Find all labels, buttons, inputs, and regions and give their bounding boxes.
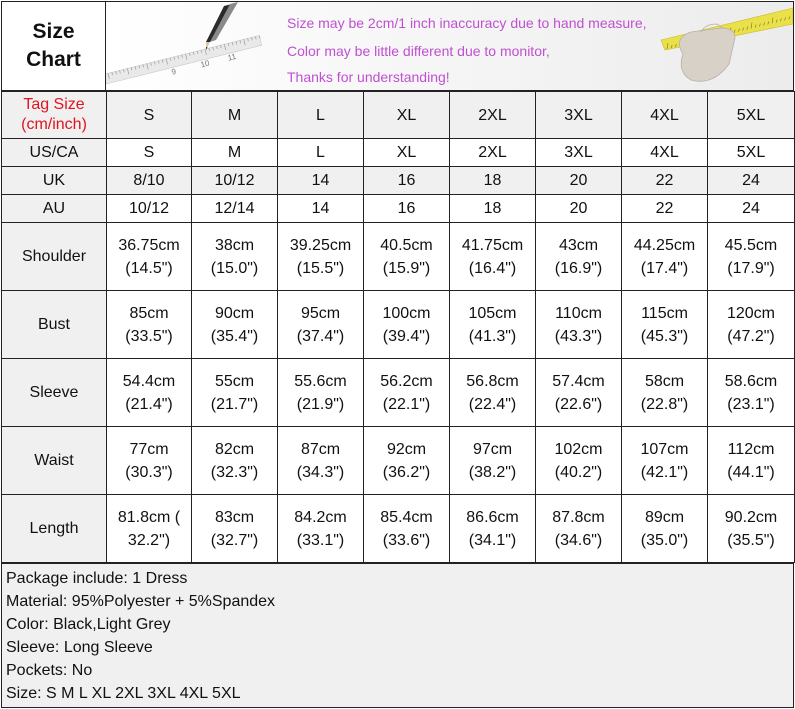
us-ca-size-cell: 3XL (536, 139, 622, 167)
measurement-label: Sleeve (2, 359, 107, 427)
au-row (2, 195, 795, 223)
tag-size-cell: L (278, 92, 364, 139)
notice-line-3: Thanks for understanding! (287, 69, 450, 85)
measurement-cell (450, 291, 536, 359)
notice-line-2: Color may be little different due to monitor, (287, 43, 550, 59)
cm-value: 89cm (644, 508, 685, 526)
measurement-row (2, 427, 795, 495)
measurement-cell (450, 359, 536, 427)
uk-size-cell: 16 (364, 167, 450, 195)
cm-value: 112cm (727, 440, 775, 458)
measurement-cell (364, 291, 450, 359)
inch-value: (41.3") (468, 327, 517, 345)
cm-value: 100cm (382, 304, 431, 322)
product-info (1, 563, 794, 708)
measurement-cell (450, 495, 536, 563)
size-table (1, 91, 795, 563)
cm-value: 44.25cm (633, 236, 696, 254)
inch-value: (47.2") (727, 327, 775, 345)
inch-value: (21.7") (210, 395, 259, 413)
measurement-cell (278, 291, 364, 359)
au-size-cell: 22 (622, 195, 708, 223)
cm-value: 83cm (214, 508, 255, 526)
cm-value: 58.6cm (724, 372, 778, 390)
size-list: Size: S M L XL 2XL 3XL 4XL 5XL (6, 685, 241, 702)
inch-value: (17.4") (640, 259, 689, 277)
tag-size-cell: 3XL (536, 92, 622, 139)
measurement-row (2, 223, 795, 291)
measurement-cell (192, 291, 278, 359)
inch-value: (40.2") (554, 463, 603, 481)
measurement-cell (622, 495, 708, 563)
ruler-number-10: 10 (199, 58, 211, 70)
title-line-1: Size (32, 20, 75, 43)
au-size-cell: 16 (364, 195, 450, 223)
measurement-cell (192, 495, 278, 563)
cm-value: 90cm (214, 304, 255, 322)
inch-value: (32.3") (210, 463, 259, 481)
inch-value: (22.1") (382, 395, 431, 413)
tag-size-cell: M (192, 92, 278, 139)
cm-value: 86.6cm (466, 508, 519, 526)
inch-value: (14.5") (125, 259, 173, 277)
inch-value: (21.9") (296, 395, 345, 413)
measurement-cell (536, 223, 622, 291)
us-ca-size-cell: 4XL (622, 139, 708, 167)
tag-size-label: Tag Size (cm/inch) (2, 92, 107, 139)
tag-size-cell: 2XL (450, 92, 536, 139)
inch-value: (43.3") (554, 327, 603, 345)
cm-value: 85cm (129, 304, 169, 322)
cm-value: 81.8cm ( (117, 508, 181, 526)
inch-value: (33.5") (125, 327, 173, 345)
measurement-row (2, 291, 795, 359)
measurement-cell (364, 495, 450, 563)
measurement-cell (364, 427, 450, 495)
measurement-cell (536, 359, 622, 427)
us-ca-label: US/CA (2, 139, 107, 167)
cm-value: 43cm (558, 236, 599, 254)
cm-value: 40.5cm (380, 236, 433, 254)
inch-value: (35.5") (727, 531, 775, 549)
measurement-cell (364, 359, 450, 427)
material: Material: 95%Polyester + 5%Spandex (6, 593, 276, 610)
measurement-cell (278, 359, 364, 427)
measurement-cell (278, 427, 364, 495)
cm-value: 97cm (472, 440, 513, 458)
tag-size-cell: S (107, 92, 192, 139)
uk-size-cell: 14 (278, 167, 364, 195)
inch-value: (45.3") (640, 327, 689, 345)
measurement-cell (622, 359, 708, 427)
color: Color: Black,Light Grey (6, 616, 171, 633)
measurement-cell (364, 223, 450, 291)
measurement-label: Shoulder (2, 223, 107, 291)
inch-value: (21.4") (125, 395, 173, 413)
measurement-row (2, 359, 795, 427)
measurement-label: Bust (2, 291, 107, 359)
measurement-cell (450, 223, 536, 291)
inch-value: (23.1") (727, 395, 775, 413)
inch-value: (42.1") (640, 463, 689, 481)
size-chart-title (1, 1, 106, 91)
cm-value: 45.5cm (724, 236, 778, 254)
measurement-cell (708, 495, 795, 563)
cm-value: 105cm (468, 304, 517, 322)
uk-size-cell: 8/10 (107, 167, 192, 195)
inch-value: (15.5") (296, 259, 345, 277)
inch-value: (38.2") (468, 463, 517, 481)
au-size-cell: 14 (278, 195, 364, 223)
cm-value: 102cm (554, 440, 603, 458)
cm-value: 82cm (214, 440, 255, 458)
inch-value: (34.3") (296, 463, 345, 481)
inch-value: (16.4") (468, 259, 517, 277)
cm-value: 38cm (214, 236, 255, 254)
us-ca-size-cell: XL (364, 139, 450, 167)
measurement-cell (107, 359, 192, 427)
measurement-label: Length (2, 495, 107, 563)
measurement-cell (622, 291, 708, 359)
cm-value: 84.2cm (294, 508, 347, 526)
measurement-cell (192, 427, 278, 495)
cm-value: 41.75cm (461, 236, 524, 254)
inch-value: (39.4") (382, 327, 431, 345)
inch-value: 32.2") (127, 531, 171, 549)
notice-line-1: Size may be 2cm/1 inch inaccuracy due to hand measure, (287, 15, 647, 31)
cm-value: 55cm (214, 372, 255, 390)
uk-row (2, 167, 795, 195)
measurement-cell (192, 359, 278, 427)
inch-value: (15.0") (210, 259, 259, 277)
measurement-cell (708, 359, 795, 427)
hand-tape-measure-illustration (643, 2, 793, 90)
cm-value: 85.4cm (380, 508, 433, 526)
au-size-cell: 10/12 (107, 195, 192, 223)
measurement-cell (536, 291, 622, 359)
uk-size-cell: 18 (450, 167, 536, 195)
uk-size-cell: 10/12 (192, 167, 278, 195)
cm-value: 87.8cm (552, 508, 605, 526)
us-ca-size-cell: S (107, 139, 192, 167)
au-size-cell: 24 (708, 195, 795, 223)
cm-value: 56.2cm (380, 372, 433, 390)
measurement-cell (708, 223, 795, 291)
cm-value: 87cm (300, 440, 341, 458)
cm-value: 110cm (555, 304, 602, 322)
inch-value: (33.6") (382, 531, 431, 549)
cm-value: 55.6cm (294, 372, 347, 390)
au-size-cell: 18 (450, 195, 536, 223)
cm-value: 58cm (644, 372, 685, 390)
inch-value: (17.9") (727, 259, 775, 277)
us-ca-row (2, 139, 795, 167)
measurement-cell (107, 495, 192, 563)
us-ca-size-cell: 5XL (708, 139, 795, 167)
sleeve-type: Sleeve: Long Sleeve (6, 639, 153, 656)
measurement-cell (450, 427, 536, 495)
inch-value: (35.4") (210, 327, 259, 345)
inch-value: (35.0") (640, 531, 689, 549)
measurement-cell (622, 427, 708, 495)
ruler-number-11: 11 (226, 51, 238, 63)
inch-value: (34.6") (554, 531, 603, 549)
package-include: Package include: 1 Dress (6, 570, 188, 587)
title-line-2: Chart (26, 48, 81, 71)
us-ca-size-cell: L (278, 139, 364, 167)
cm-value: 107cm (640, 440, 689, 458)
tag-size-row (2, 92, 795, 139)
cm-value: 90.2cm (724, 508, 778, 526)
pockets: Pockets: No (6, 662, 93, 679)
tag-size-cell: 4XL (622, 92, 708, 139)
us-ca-size-cell: 2XL (450, 139, 536, 167)
inch-value: (22.4") (468, 395, 517, 413)
measurement-cell (708, 291, 795, 359)
measurement-cell (107, 291, 192, 359)
cm-value: 92cm (386, 440, 427, 458)
measurement-cell (107, 427, 192, 495)
ruler-pencil-illustration (106, 2, 276, 90)
inch-value: (34.1") (468, 531, 517, 549)
inch-value: (37.4") (296, 327, 345, 345)
measurement-cell (278, 495, 364, 563)
inch-value: (16.9") (554, 259, 603, 277)
cm-value: 36.75cm (118, 236, 180, 254)
inch-value: (44.1") (727, 463, 775, 481)
cm-value: 95cm (300, 304, 341, 322)
au-label: AU (2, 195, 107, 223)
measurement-cell (536, 427, 622, 495)
au-size-cell: 12/14 (192, 195, 278, 223)
tag-size-cell: XL (364, 92, 450, 139)
measurement-cell (708, 427, 795, 495)
measurement-cell (622, 223, 708, 291)
measurement-row (2, 495, 795, 563)
measurement-label: Waist (2, 427, 107, 495)
us-ca-size-cell: M (192, 139, 278, 167)
au-size-cell: 20 (536, 195, 622, 223)
cm-value: 120cm (726, 304, 776, 322)
ruler-number-9: 9 (170, 66, 178, 77)
uk-label: UK (2, 167, 107, 195)
cm-value: 39.25cm (289, 236, 352, 254)
measurement-cell (107, 223, 192, 291)
cm-value: 77cm (129, 440, 169, 458)
uk-size-cell: 20 (536, 167, 622, 195)
inch-value: (33.1") (296, 531, 345, 549)
inch-value: (22.6") (554, 395, 603, 413)
tag-size-cell: 5XL (708, 92, 795, 139)
cm-value: 115cm (641, 304, 688, 322)
inch-value: (30.3") (125, 463, 173, 481)
measurement-cell (536, 495, 622, 563)
inch-value: (36.2") (382, 463, 431, 481)
measurement-cell (278, 223, 364, 291)
uk-size-cell: 22 (622, 167, 708, 195)
inch-value: (22.8") (640, 395, 689, 413)
cm-value: 57.4cm (552, 372, 605, 390)
cm-value: 56.8cm (466, 372, 519, 390)
cm-value: 54.4cm (122, 372, 176, 390)
measurement-cell (192, 223, 278, 291)
inch-value: (15.9") (382, 259, 431, 277)
notice-banner (106, 1, 794, 91)
inch-value: (32.7") (210, 531, 259, 549)
uk-size-cell: 24 (708, 167, 795, 195)
